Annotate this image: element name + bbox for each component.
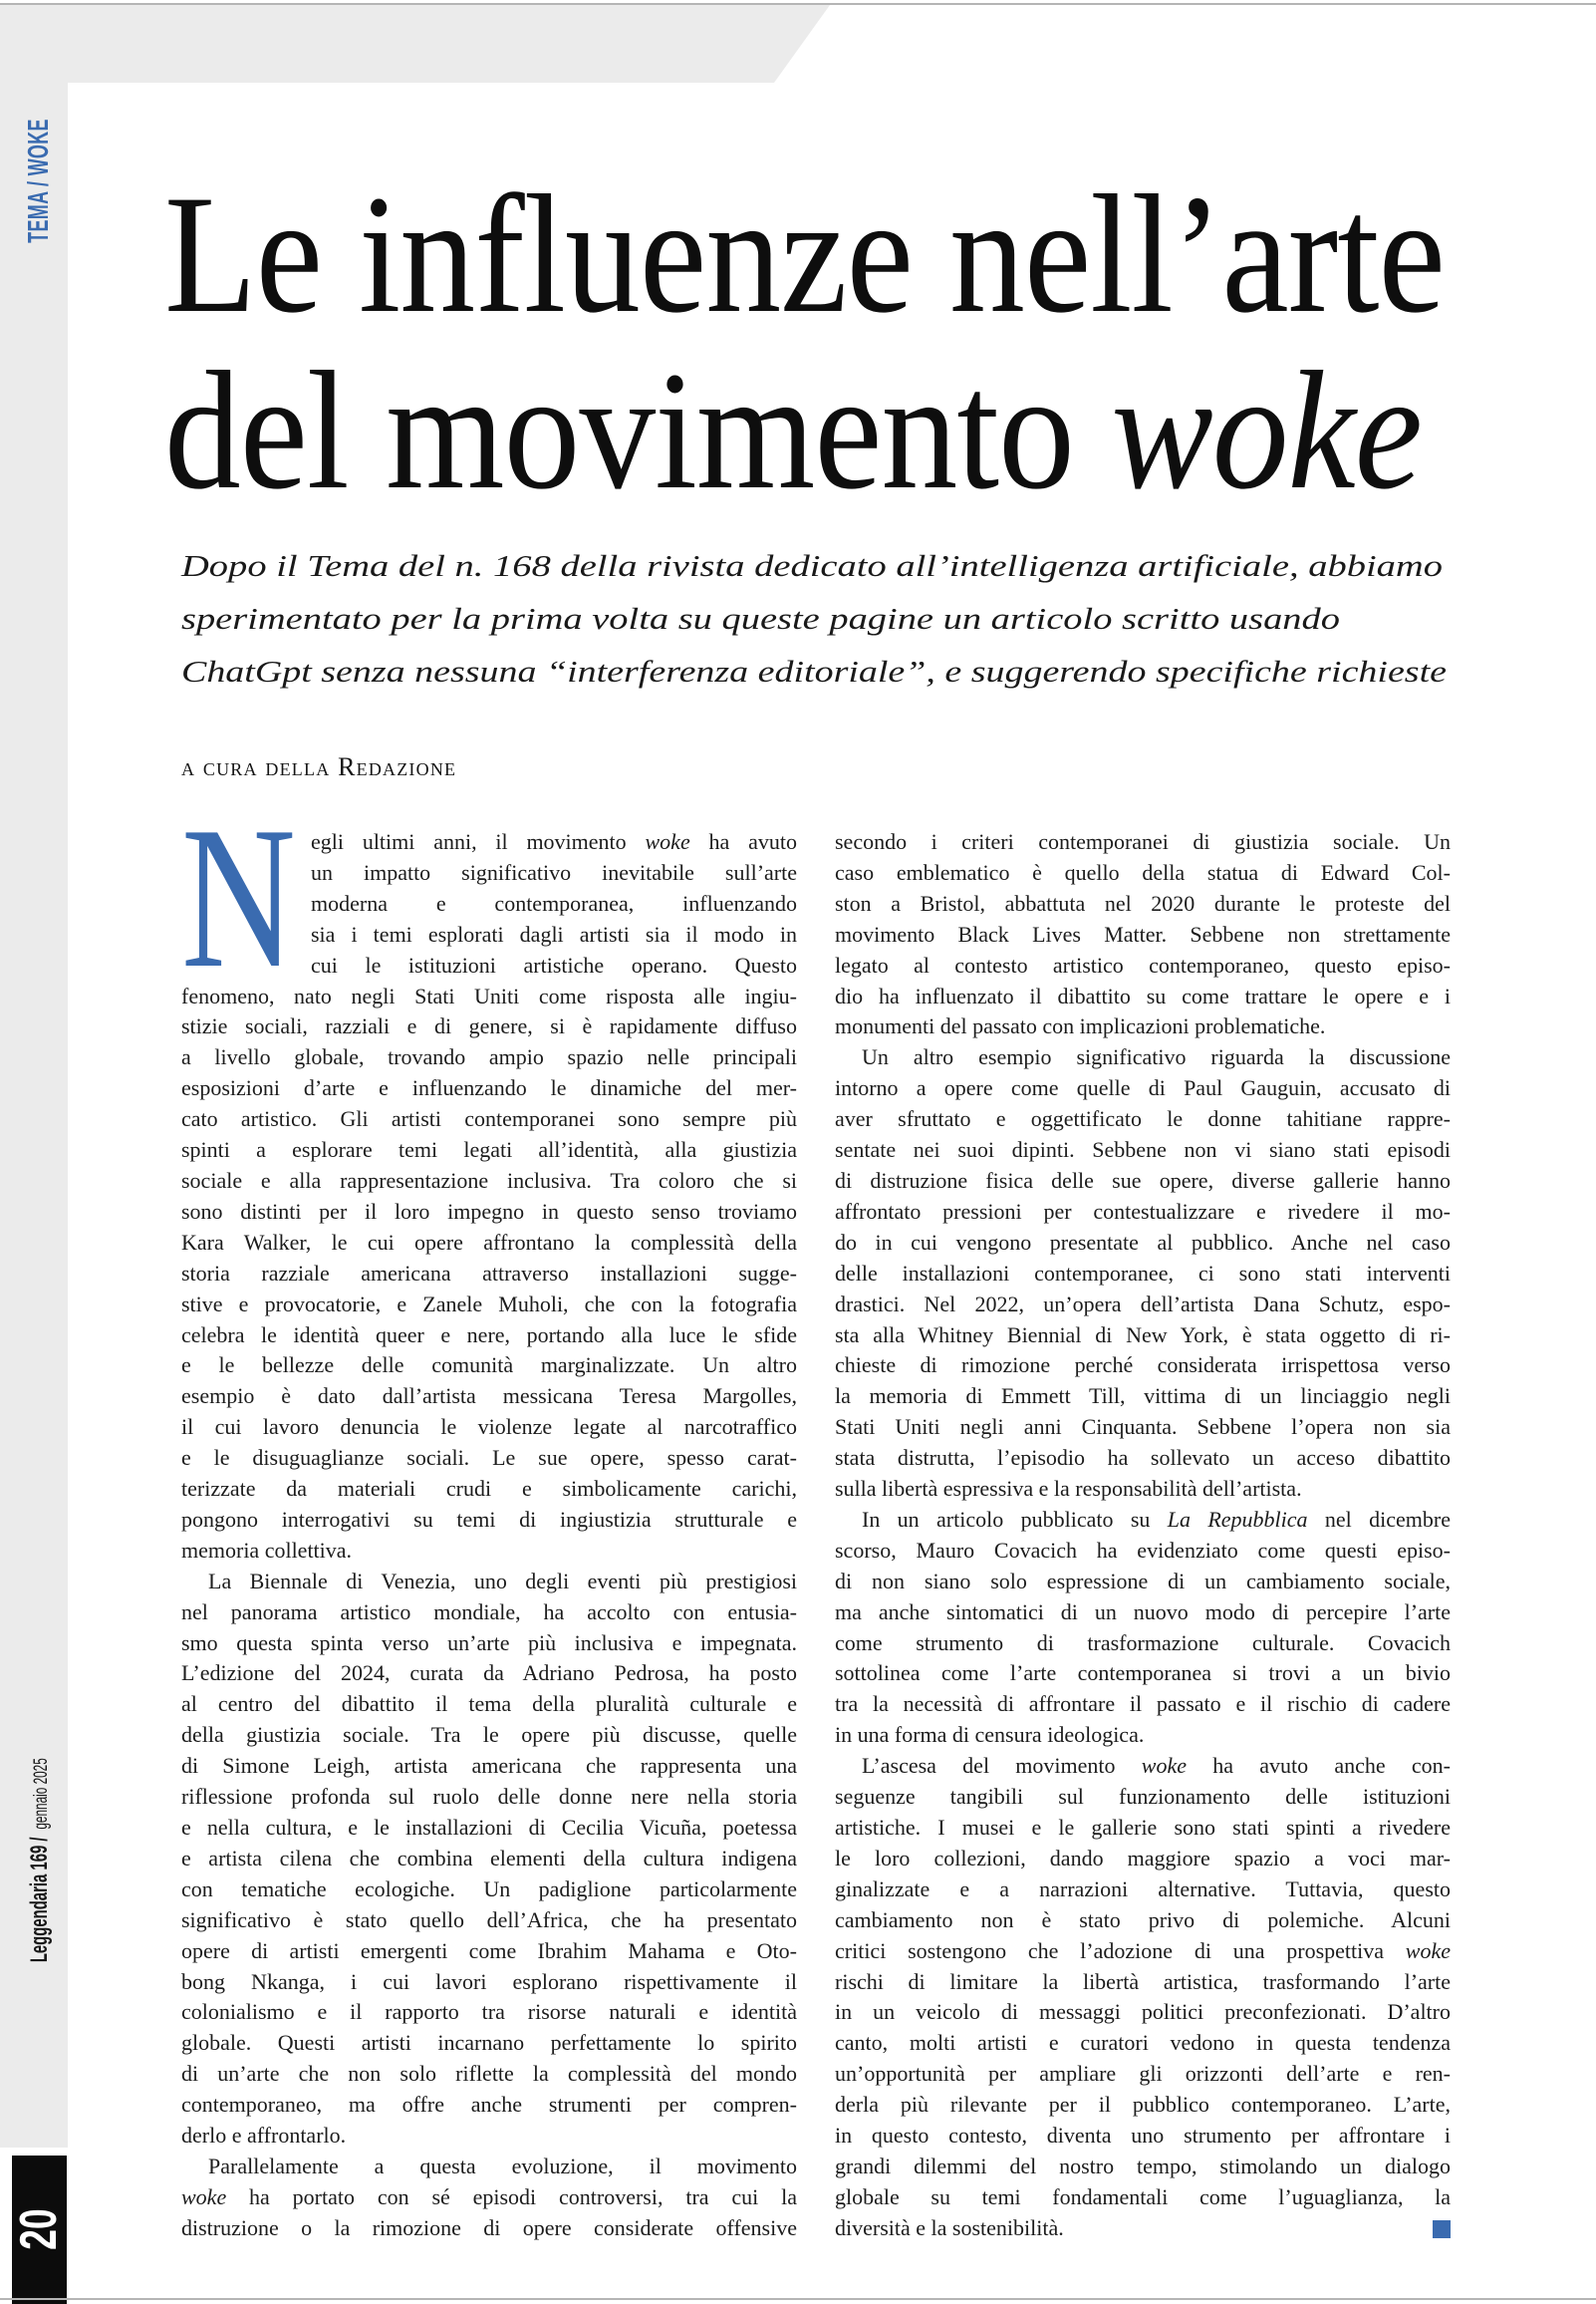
text-line: rischi di limitare la libertà artistica, trasformando l’arte [835,1968,1451,1994]
text-line: L’ascesa del movimento woke ha avuto anche con- [862,1753,1451,1779]
text-line: In un articolo pubblicato su La Repubblica nel dicembre [862,1506,1451,1532]
text-line: in un veicolo di messaggi politici preconfezionati. D’altro [835,1999,1451,2025]
text-line: spinti a esplorare temi legati all’identità, alla giustizia [181,1137,797,1163]
text-line: e le disuguaglianze sociali. Le sue opere, spesso carat- [181,1445,797,1471]
text-line: terizzate da materiali crudi e simbolicamente carichi, [181,1476,797,1502]
page-number: 20 [10,2208,68,2250]
text-line: moderna e contemporanea, influenzando [311,890,797,916]
text-line: intorno a opere come quelle di Paul Gauguin, accusato di [835,1075,1451,1101]
text-line: monumenti del passato con implicazioni problematiche. [835,1013,1326,1039]
text-line: e nella cultura, e le installazioni di Cecilia Vicuña, poetessa [181,1815,797,1840]
text-line: a livello globale, trovando ampio spazio nelle principali [181,1044,797,1070]
text-line: fenomeno, nato negli Stati Uniti come risposta alle ingiu- [181,983,797,1008]
text-line: secondo i criteri contemporanei di giustizia sociale. Un [835,829,1451,854]
text-line: in questo contesto, diventa uno strumento per affrontare i [835,2123,1451,2149]
text-line: affrontato pressioni per contestualizzare e rivedere il mo- [835,1198,1451,1224]
text-line: il cui lavoro denuncia le violenze legate al narcotraffico [181,1414,797,1440]
text-line: drastici. Nel 2022, un’opera dell’artista Dana Schutz, espo- [835,1291,1451,1316]
end-of-article-marker [1433,2220,1451,2238]
text-line: distruzione o la rimozione di opere considerate offensive [181,2214,797,2240]
top-hairline [0,3,1596,5]
text-line: riflessione profonda sul ruolo delle donne nere nella storia [181,1784,797,1810]
text-line: bong Nkanga, i cui lavori esplorano rispettivamente il [181,1968,797,1994]
text-line: derla più rilevante per il pubblico contemporaneo. L’arte, [835,2092,1451,2118]
text-line: un impatto significativo inevitabile sull’arte [311,859,797,885]
text-line: la memoria di Emmett Till, vittima di un linciaggio negli [835,1383,1451,1409]
text-line: woke ha portato con sé episodi controversi, tra cui la [181,2183,797,2209]
text-line: della giustizia sociale. Tra le opere più discusse, quelle [181,1722,797,1748]
text-line: sta alla Whitney Biennial di New York, è stata oggetto di ri- [835,1321,1451,1347]
text-line: colonialismo e il rapporto tra risorse naturali e identità [181,1999,797,2025]
text-line: canto, molti artisti e curatori vedono in questa tendenza [835,2030,1451,2056]
text-line: diversità e la sostenibilità. [835,2213,1451,2244]
text-line: cato artistico. Gli artisti contemporanei sono sempre più [181,1106,797,1132]
text-line: sottolinea come l’arte contemporanea si trovi a un bivio [835,1660,1451,1686]
text-line: nel panorama artistico mondiale, ha accolto con entusia- [181,1598,797,1624]
article-title-line1: Le influenze nell’arte [164,160,1445,348]
article-title-line2: del movimento woke [164,337,1422,524]
body-column-1 [181,785,797,2244]
text-line: sociale e alla rappresentazione inclusiva. Tra coloro che si [181,1167,797,1193]
text-line: artistiche. I musei e le gallerie sono stati spinti a rivedere [835,1815,1451,1840]
body-column-2 [835,827,1451,2244]
text-line: sulla libertà espressiva e la responsabilità dell’artista. [835,1476,1302,1502]
text-line: delle installazioni contemporanee, ci sono stati interventi [835,1260,1451,1286]
text-line: cambiamento non è stato privo di polemiche. Alcuni [835,1906,1451,1932]
text-line: opere di artisti emergenti come Ibrahim Mahama e Oto- [181,1937,797,1963]
text-line: Stati Uniti negli anni Cinquanta. Sebbene l’opera non sia [835,1414,1451,1440]
text-line: stizie sociali, razziali e di genere, si è rapidamente diffuso [181,1013,797,1039]
text-line: ma anche sintomatici di un nuovo modo di percepire l’arte [835,1598,1451,1624]
issue-name: Leggendaria 169 / [26,1837,53,1963]
text-line: le loro collezioni, dando maggiore spazio a voci mar- [835,1845,1451,1871]
standfirst-line2: sperimentato per la prima volta su queste pagine un articolo scritto usando [181,601,1340,636]
drop-cap: N [181,785,296,1010]
standfirst-line1: Dopo il Tema del n. 168 della rivista dedicato all’intelligenza artificiale, abbiamo [181,548,1443,583]
text-line: di Simone Leigh, artista americana che rappresenta una [181,1753,797,1779]
text-line: cui le istituzioni artistiche operano. Questo [311,952,797,978]
text-line: caso emblematico è quello della statua di Edward Col- [835,859,1451,885]
text-line: scorso, Mauro Covacich ha evidenziato come questi episo- [835,1537,1451,1563]
byline: a cura della Redazione [181,752,457,781]
text-line: al centro del dibattito il tema della pluralità culturale e [181,1691,797,1717]
text-line: dio ha influenzato il dibattito su come trattare le opere e i [835,983,1451,1008]
text-line: sia i temi esplorati dagli artisti sia il modo in [311,921,797,947]
text-line: La Biennale di Venezia, uno degli eventi più prestigiosi [208,1568,797,1593]
bottom-hairline [0,2298,1596,2300]
text-line: movimento Black Lives Matter. Sebbene non strettamente [835,921,1451,947]
text-line: in una forma di censura ideologica. [835,1722,1145,1748]
header-gray-band [0,5,830,83]
text-line: derlo e affrontarlo. [181,2123,347,2149]
text-line: stata distrutta, l’episodio ha sollevato un acceso dibattito [835,1445,1451,1471]
text-line: e le bellezze delle comunità marginalizzate. Un altro [181,1352,797,1378]
text-line: smo questa spinta verso un’arte più inclusiva e impegnata. [181,1629,797,1655]
text-line: contemporaneo, ma offre anche strumenti per compren- [181,2092,797,2118]
text-line: critici sostengono che l’adozione di una prospettiva woke [835,1937,1451,1963]
text-line: di un’arte che non solo riflette la complessità del mondo [181,2061,797,2087]
text-line: un’opportunità per ampliare gli orizzonti dell’arte e ren- [835,2061,1451,2087]
text-line: esempio è dato dall’artista messicana Teresa Margolles, [181,1383,797,1409]
text-line: legato al contesto artistico contemporaneo, questo episo- [835,952,1451,978]
text-line: grandi dilemmi del nostro tempo, stimolando un dialogo [835,2153,1451,2178]
text-line: stive e provocatorie, e Zanele Muholi, che con la fotografia [181,1291,797,1316]
text-line: sentate nei suoi dipinti. Sebbene non vi siano stati episodi [835,1137,1451,1163]
text-line: ginalizzate e a narrazioni alternative. Tuttavia, questo [835,1875,1451,1901]
text-line: egli ultimi anni, il movimento woke ha avuto [311,829,797,854]
text-line: globale. Questi artisti incarnano perfettamente lo spirito [181,2030,797,2056]
text-line: L’edizione del 2024, curata da Adriano Pedrosa, ha posto [181,1660,797,1686]
text-line: seguenze tangibili sul funzionamento delle istituzioni [835,1784,1451,1810]
sidebar-issue-label [22,1759,58,1962]
text-line: Kara Walker, le cui opere affrontano la complessità della [181,1229,797,1255]
text-line: e artista cilena che combina elementi della cultura indigena [181,1845,797,1871]
issue-date: gennaio 2025 [31,1758,52,1830]
text-line: ston a Bristol, abbattuta nel 2020 durante le proteste del [835,890,1451,916]
text-line: sono distinti per il loro impegno in questo senso troviamo [181,1198,797,1224]
text-line: globale su temi fondamentali come l’uguaglianza, la [835,2183,1451,2209]
text-line: pongono interrogativi su temi di ingiustizia strutturale e [181,1506,797,1532]
text-line: tra la necessità di affrontare il passato e il rischio di cadere [835,1691,1451,1717]
sidebar-theme-label [22,97,56,266]
text-line: celebra le identità queer e nere, portando alla luce le sfide [181,1321,797,1347]
text-line: di distruzione fisica delle sue opere, diverse gallerie hanno [835,1167,1451,1193]
text-line: storia razziale americana attraverso installazioni sugge- [181,1260,797,1286]
standfirst-line3: ChatGpt senza nessuna “interferenza editoriale”, e suggerendo specifiche richieste [181,654,1447,689]
text-line: come strumento di trasformazione culturale. Covacich [835,1629,1451,1655]
text-line: Un altro esempio significativo riguarda la discussione [862,1044,1451,1070]
text-line: di non siano solo espressione di un cambiamento sociale, [835,1568,1451,1593]
text-line: aver sfruttato e oggettificato le donne tahitiane rappre- [835,1106,1451,1132]
text-line: con tematiche ecologiche. Un padiglione particolarmente [181,1875,797,1901]
sidebar-theme-label-text: TEMA / WOKE [22,119,55,244]
text-line: Parallelamente a questa evoluzione, il movimento [208,2153,797,2178]
text-line: chieste di rimozione perché considerata irrispettosa verso [835,1352,1451,1378]
text-line: significativo è stato quello dell’Africa, che ha presentato [181,1906,797,1932]
text-line: do in cui vengono presentate al pubblico. Anche nel caso [835,1229,1451,1255]
text-line: esposizioni d’arte e influenzando le dinamiche del mer- [181,1075,797,1101]
text-line: memoria collettiva. [181,1537,353,1563]
